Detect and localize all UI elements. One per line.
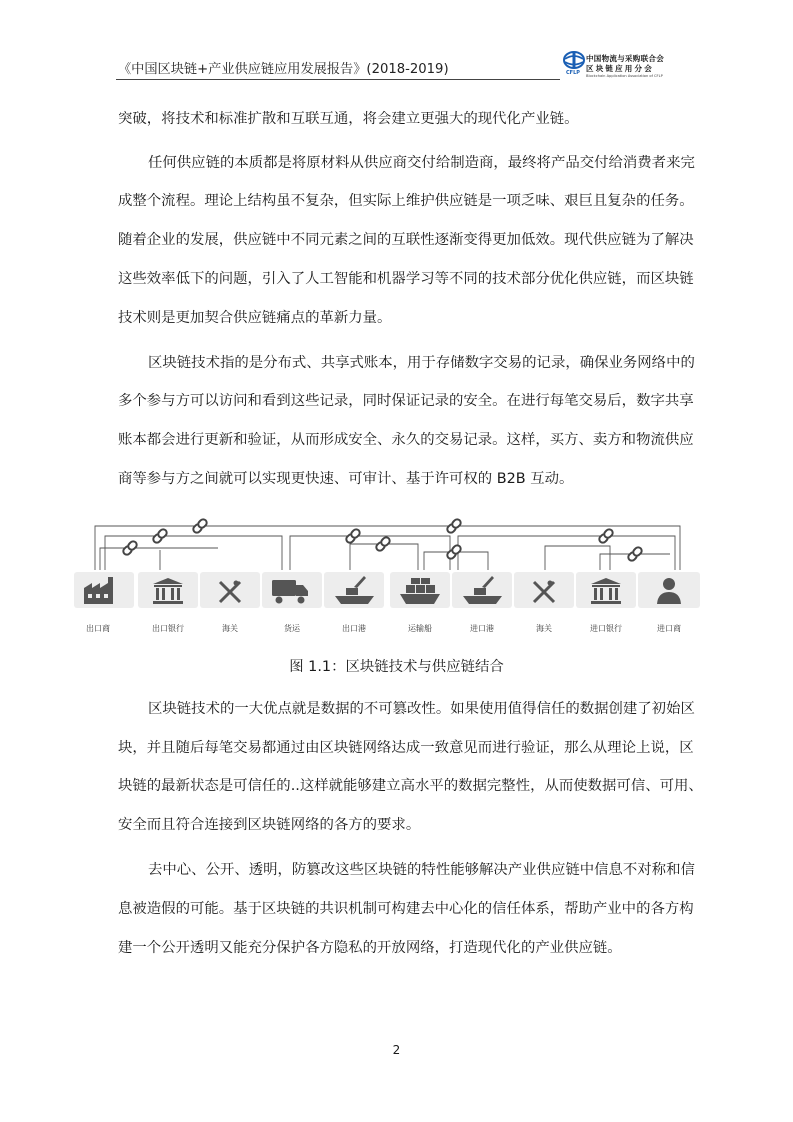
chain-link-icon: [375, 536, 391, 552]
text-line: 突破，将技术和标准扩散和互联互通，将会建立更强大的现代化产业链。: [118, 111, 579, 127]
logo-name-line1: 中国物流与采购联合会: [586, 54, 664, 63]
chain-link-icon: [122, 540, 138, 556]
chain-link-icon: [446, 544, 462, 560]
chain-link-icon: [152, 528, 168, 544]
text-line: 随着企业的发展，供应链中不同元素之间的互联性逐渐变得更加低效。现代供应链为了解决: [118, 232, 694, 248]
chain-link-icon: [192, 518, 208, 534]
text-line: 块链的最新状态是可信任的..这样就能够建立高水平的数据完整性，从而使数据可信、可用、: [118, 778, 703, 794]
connection-lines: [95, 526, 680, 570]
text-line: 建一个公开透明又能充分保护各方隐私的开放网络，打造现代化的产业供应链。: [118, 940, 622, 956]
text-line: 息被造假的可能。基于区块链的共识机制可构建去中心化的信任体系，帮助产业中的各方构: [118, 901, 694, 917]
text-line: 账本都会进行更新和验证，从而形成安全、永久的交易记录。这样，买方、卖方和物流供应: [118, 432, 694, 448]
node-label: 进口港: [470, 624, 494, 633]
text-line: 安全而且符合连接到区块链网络的各方的要求。: [118, 817, 421, 833]
node-label: 货运: [284, 624, 300, 633]
logo-name-line2: 区块链应用分会: [586, 64, 654, 73]
text-line: 成整个流程。理论上结构虽不复杂，但实际上维护供应链是一项乏味、艰巨且复杂的任务。: [118, 193, 694, 209]
logo-abbreviation: CFLP: [566, 70, 580, 76]
node-label: 运输船: [408, 624, 432, 633]
text-line: 商等参与方之间就可以实现更快速、可审计、基于许可权的 B2B 互动。: [118, 471, 574, 487]
text-line: 去中心、公开、透明，防篡改这些区块链的特性能够解决产业供应链中信息不对称和信: [148, 862, 695, 878]
text-line: 多个参与方可以访问和看到这些记录，同时保证记录的安全。在进行每笔交易后，数字共享: [118, 393, 694, 409]
text-line: 技术则是更加契合供应链痛点的革新力量。: [118, 310, 392, 326]
node-label: 海关: [536, 624, 552, 633]
text-line: 区块链技术指的是分布式、共享式账本，用于存储数字交易的记录，确保业务网络中的: [148, 355, 695, 371]
logo-english-name: Blockchain Application Association of CFLP: [586, 74, 663, 78]
text-line: 区块链技术的一大优点就是数据的不可篡改性。如果使用值得信任的数据创建了初始区: [148, 701, 695, 717]
text-line: 块，并且随后每笔交易都通过由区块链网络达成一致意见而进行验证，那么从理论上说，区: [118, 740, 694, 756]
text-line: 这些效率低下的问题，引入了人工智能和机器学习等不同的技术部分优化供应链，而区块链: [118, 271, 694, 287]
node-label: 进口商: [657, 624, 681, 633]
node-label: 海关: [222, 624, 238, 633]
node-label: 出口商: [86, 624, 110, 633]
text-line: 任何供应链的本质都是将原材料从供应商交付给制造商，最终将产品交付给消费者来完: [148, 155, 695, 171]
node-label: 出口银行: [152, 624, 184, 633]
node-label: 出口港: [342, 624, 366, 633]
header-title: 《中国区块链+产业供应链应用发展报告》(2018-2019): [118, 62, 449, 77]
blockchain-supply-chain-diagram: [70, 512, 710, 638]
chain-link-icon: [446, 518, 462, 534]
chain-link-icon: [627, 546, 643, 562]
chain-link-icon: [598, 528, 614, 544]
chain-link-icon: [345, 528, 361, 544]
node-label: 进口银行: [590, 624, 622, 633]
figure-caption: 图 1.1：区块链技术与供应链结合: [289, 659, 504, 675]
globe-logo-icon: [562, 50, 586, 72]
page-number: 2: [392, 1043, 401, 1057]
cflp-logo: [562, 50, 682, 84]
header-divider: [116, 79, 560, 80]
